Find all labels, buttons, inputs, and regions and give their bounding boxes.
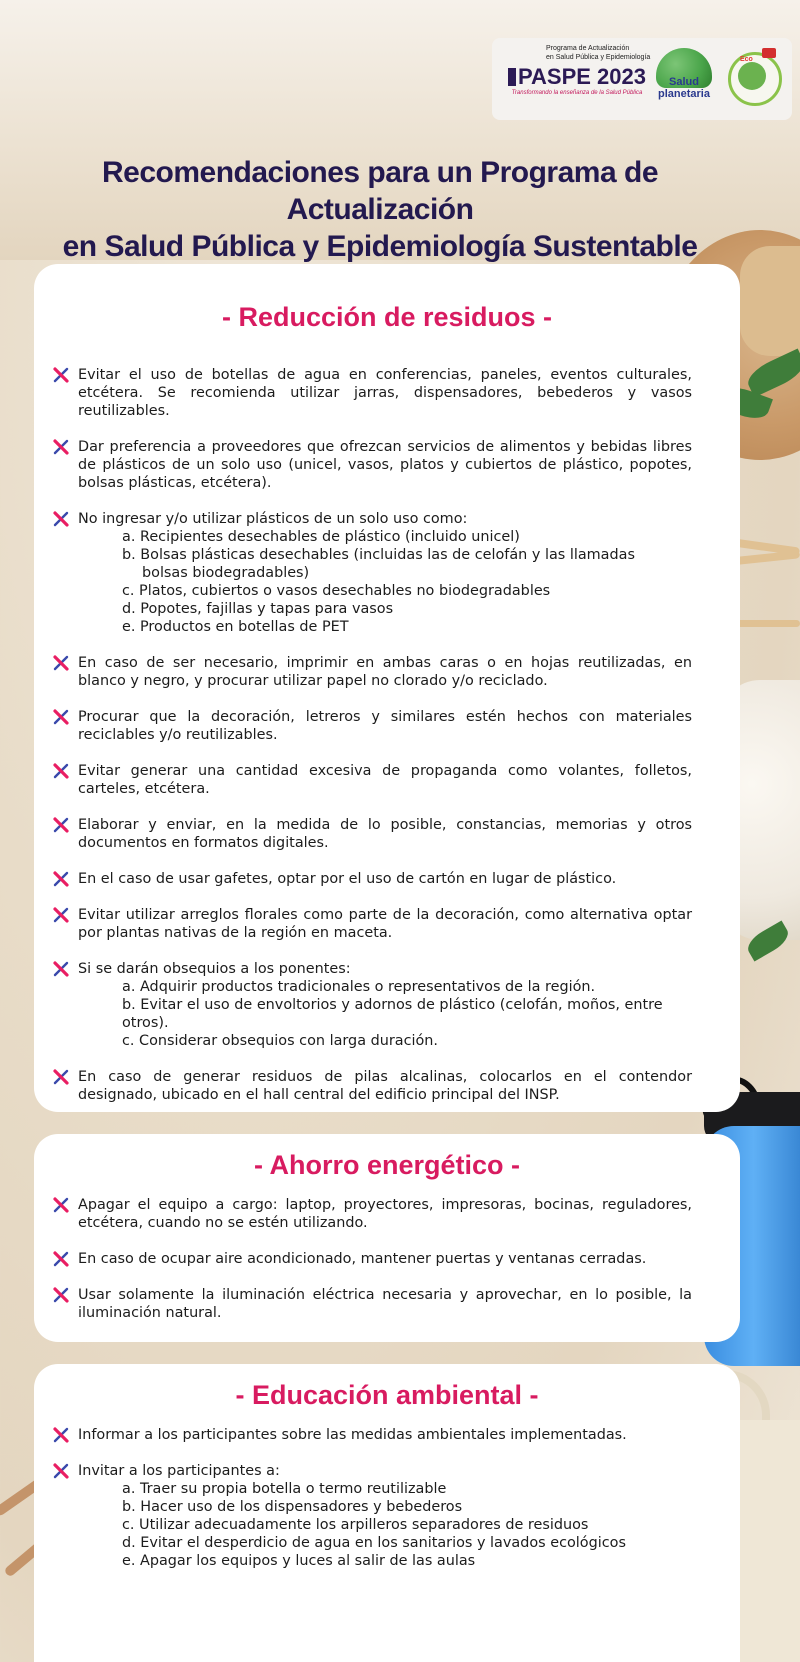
paspe-subtitle-2: en Salud Pública y Epidemiología — [546, 54, 651, 61]
list-item-text: En el caso de usar gafetes, optar por el uso de cartón en lugar de plástico. — [78, 871, 617, 887]
flag-icon — [762, 48, 776, 58]
list-item — [52, 816, 692, 852]
list-item — [52, 1286, 692, 1322]
page-title-line-1: Recomendaciones para un Programa de Actualización — [101, 156, 658, 226]
x-bullet-icon — [52, 817, 70, 833]
salud-planetaria-text — [650, 76, 718, 100]
x-bullet-icon — [52, 1069, 70, 1085]
list-item — [52, 1068, 692, 1104]
wooden-spoon-handle — [730, 620, 800, 627]
list-item — [52, 1426, 692, 1444]
x-bullet-icon — [52, 1287, 70, 1303]
sub-list-item: b. Hacer uso de los dispensadores y bebederos — [122, 1499, 463, 1515]
sub-list-item: e. Apagar los equipos y luces al salir de las aulas — [122, 1553, 476, 1569]
sub-list-item: b. Evitar el uso de envoltorios y adornos de plástico (celofán, moños, entre otros). — [122, 997, 663, 1031]
page-title — [30, 154, 730, 265]
paspe-tagline: Transformando la enseñanza de la Salud Pública — [511, 90, 643, 96]
list-item-text: Evitar generar una cantidad excesiva de propaganda como volantes, folletos, carteles, etcétera. — [78, 763, 692, 797]
x-bullet-icon — [52, 1251, 70, 1267]
sub-list-item: c. Considerar obsequios con larga duración. — [122, 1033, 438, 1049]
list-item-text: Informar a los participantes sobre las medidas ambientales implementadas. — [78, 1427, 627, 1443]
list-item-text: Si se darán obsequios a los ponentes: — [78, 961, 351, 977]
sub-list-item: d. Evitar el desperdicio de agua en los sanitarios y lavados ecológicos — [122, 1535, 626, 1551]
list-item — [52, 654, 692, 690]
page-title-line-2: en Salud Pública y Epidemiología Sustentable — [62, 230, 698, 263]
x-bullet-icon — [52, 439, 70, 455]
paspe-name — [502, 64, 652, 90]
sub-list-item: c. Utilizar adecuadamente los arpilleros separadores de residuos — [122, 1517, 589, 1533]
list-item — [52, 906, 692, 942]
x-bullet-icon — [52, 511, 70, 527]
x-bullet-icon — [52, 367, 70, 383]
waste-list — [52, 366, 692, 1122]
list-item-text: Apagar el equipo a cargo: laptop, proyectores, impresoras, bocinas, reguladores, etcétera, cuando no se estén utilizando. — [78, 1197, 692, 1231]
x-bullet-icon — [52, 871, 70, 887]
list-item-text: En caso de ser necesario, imprimir en ambas caras o en hojas reutilizadas, en blanco y negro, y procurar utilizar papel no clorado y/o reciclado. — [78, 655, 692, 689]
section-heading-energy: - Ahorro energético - — [253, 1150, 521, 1180]
list-item-text: No ingresar y/o utilizar plásticos de un solo uso como: — [78, 511, 468, 527]
sub-list-item: d. Popotes, fajillas y tapas para vasos — [122, 601, 394, 617]
salud-planetaria-logo — [650, 46, 718, 110]
list-item — [52, 762, 692, 798]
eco-label: Eco — [740, 56, 753, 63]
x-bullet-icon — [52, 655, 70, 671]
x-bullet-icon — [52, 1427, 70, 1443]
x-bullet-icon — [52, 709, 70, 725]
list-item — [52, 366, 692, 420]
x-bullet-icon — [52, 907, 70, 923]
waste-reduction-card — [34, 264, 740, 1112]
list-item — [52, 510, 692, 636]
sub-list-item: a. Recipientes desechables de plástico (incluido unicel) — [122, 529, 520, 545]
x-bullet-icon — [52, 763, 70, 779]
sub-list-item: b. Bolsas plásticas desechables (incluidas las de celofán y las llamadas — [122, 547, 635, 563]
x-bullet-icon — [52, 1197, 70, 1213]
list-item-text: En caso de ocupar aire acondicionado, mantener puertas y ventanas cerradas. — [78, 1251, 647, 1267]
sub-list-item: a. Traer su propia botella o termo reutilizable — [122, 1481, 447, 1497]
paspe-logo — [502, 44, 652, 96]
paspe-subtitle-1: Programa de Actualización — [546, 45, 630, 52]
sub-list-item: a. Adquirir productos tradicionales o representativos de la región. — [122, 979, 596, 995]
sub-list-item: e. Productos en botellas de PET — [122, 619, 349, 635]
list-item — [52, 1250, 692, 1268]
list-item-text: Evitar utilizar arreglos florales como parte de la decoración, como alternativa optar por plantas nativas de la región en maceta. — [78, 907, 692, 941]
list-item — [52, 960, 692, 1050]
list-item — [52, 438, 692, 492]
sub-list-item: bolsas biodegradables) — [142, 565, 310, 581]
list-item-text: Procurar que la decoración, letreros y similares estén hechos con materiales reciclables y/o reutilizables. — [78, 709, 692, 743]
list-item — [52, 870, 692, 888]
energy-list — [52, 1196, 692, 1340]
seal-center-icon — [738, 62, 766, 90]
salud-line-1: Salud — [669, 76, 699, 88]
eco-seal-logo — [728, 46, 786, 104]
sub-list-item: c. Platos, cubiertos o vasos desechables no biodegradables — [122, 583, 551, 599]
environmental-education-card — [34, 1364, 740, 1662]
logo-strip — [492, 38, 792, 120]
section-heading-education: - Educación ambiental - — [235, 1380, 539, 1410]
list-item-text: En caso de generar residuos de pilas alcalinas, colocarlos en el contendor designado, ubicado en el hall central del edificio principal del INSP. — [78, 1069, 692, 1103]
list-item-text: Dar preferencia a proveedores que ofrezcan servicios de alimentos y bebidas libres de plásticos de un solo uso (unicel, vasos, platos y cubiertos de plástico, popotes, bolsas plásticas, etcétera). — [78, 439, 692, 491]
wooden-cutlery-image — [740, 246, 800, 356]
list-item — [52, 708, 692, 744]
paspe-mark-icon — [508, 68, 516, 86]
list-item-text: Elaborar y enviar, en la medida de lo posible, constancias, memorias y otros documentos en formatos digitales. — [78, 817, 692, 851]
list-item-text: Evitar el uso de botellas de agua en conferencias, paneles, eventos culturales, etcétera. Se recomienda utilizar jarras, dispensadores, bebederos y vasos reutilizables. — [78, 367, 692, 419]
list-item-text: Usar solamente la iluminación eléctrica necesaria y aprovechar, en lo posible, la iluminación natural. — [78, 1287, 692, 1321]
salud-line-2: planetaria — [658, 88, 710, 100]
list-item — [52, 1462, 692, 1570]
paspe-name-text: PASPE 2023 — [517, 64, 646, 89]
section-heading-waste: - Reducción de residuos - — [221, 302, 553, 332]
x-bullet-icon — [52, 1463, 70, 1479]
list-item — [52, 1196, 692, 1232]
energy-saving-card — [34, 1134, 740, 1342]
education-list — [52, 1426, 692, 1588]
x-bullet-icon — [52, 961, 70, 977]
list-item-text: Invitar a los participantes a: — [78, 1463, 280, 1479]
